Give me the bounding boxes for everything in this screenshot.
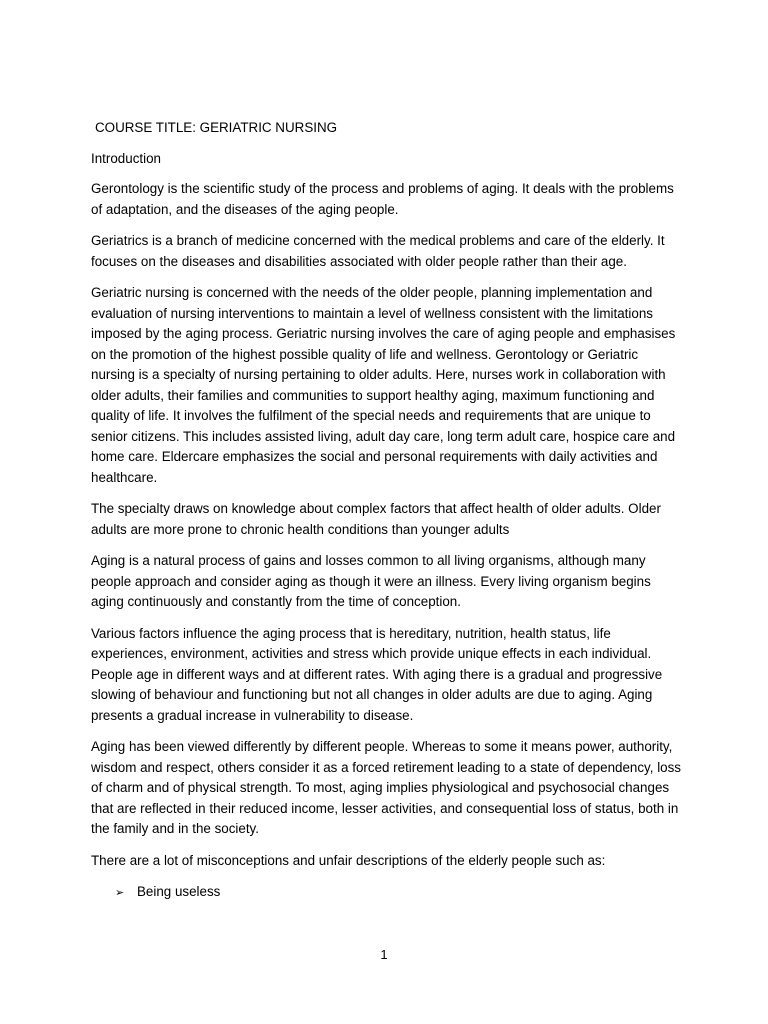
- section-heading: Introduction: [91, 150, 161, 166]
- paragraph-misconceptions-intro: There are a lot of misconceptions and unfair descriptions of the elderly people such as:: [91, 852, 606, 868]
- bullet-text: Being useless: [137, 884, 221, 899]
- paragraph-aging-process: Aging is a natural process of gains and losses common to all living organisms, although many people approach and consider aging as though it were an illness. Every living organism begins aging continuously and constantly from the time of conception.: [91, 553, 651, 609]
- paragraph-aging-views: Aging has been viewed differently by different people. Whereas to some it means power, authority, wisdom and respect, others consider it as a forced retirement leading to a state of dependency, loss of charm and of physical strength. To most, aging implies physiological and psychosocial changes that are reflected in their reduced income, lesser activities, and consequential loss of status, both in the family and in the society.: [91, 739, 682, 836]
- course-title: COURSE TITLE: GERIATRIC NURSING: [95, 120, 338, 135]
- arrow-bullet-icon: ➢: [115, 886, 125, 899]
- paragraph-aging-factors: Various factors influence the aging process that is hereditary, nutrition, health status, life experiences, environment, activities and stress which provide unique effects in each individual. People age in different ways and at different rates. With aging there is a gradual and progressive slowing of behaviour and functioning but not all changes in older adults are due to aging. Aging presents a gradual increase in vulnerability to disease.: [91, 625, 663, 723]
- misconceptions-list: [91, 882, 681, 904]
- list-item: [115, 882, 681, 904]
- paragraph-geriatrics: Geriatrics is a branch of medicine concerned with the medical problems and care of the elderly. It focuses on the diseases and disabilities associated with older people rather than their age.: [91, 233, 665, 269]
- paragraph-geriatric-nursing: Geriatric nursing is concerned with the needs of the older people, planning implementation and evaluation of nursing interventions to maintain a level of wellness consistent with the limitations imposed by the aging process. Geriatric nursing involves the care of aging people and emphasises on the promotion of the highest possible quality of life and wellness. Gerontology or Geriatric nursing is a specialty of nursing pertaining to older adults. Here, nurses work in collaboration with older adults, their families and communities to support healthy aging, maximum functioning and quality of life. It involves the fulfilment of the special needs and requirements that are unique to senior citizens. This includes assisted living, adult day care, long term adult care, hospice care and home care. Eldercare emphasizes the social and personal requirements with daily activities and healthcare.: [91, 285, 676, 485]
- page-number: 1: [380, 947, 388, 962]
- paragraph-gerontology: Gerontology is the scientific study of the process and problems of aging. It deals with the problems of adaptation, and the diseases of the aging people.: [91, 181, 674, 217]
- document-body: [91, 118, 681, 904]
- paragraph-specialty: The specialty draws on knowledge about complex factors that affect health of older adults. Older adults are more prone to chronic health conditions than younger adults: [91, 501, 661, 537]
